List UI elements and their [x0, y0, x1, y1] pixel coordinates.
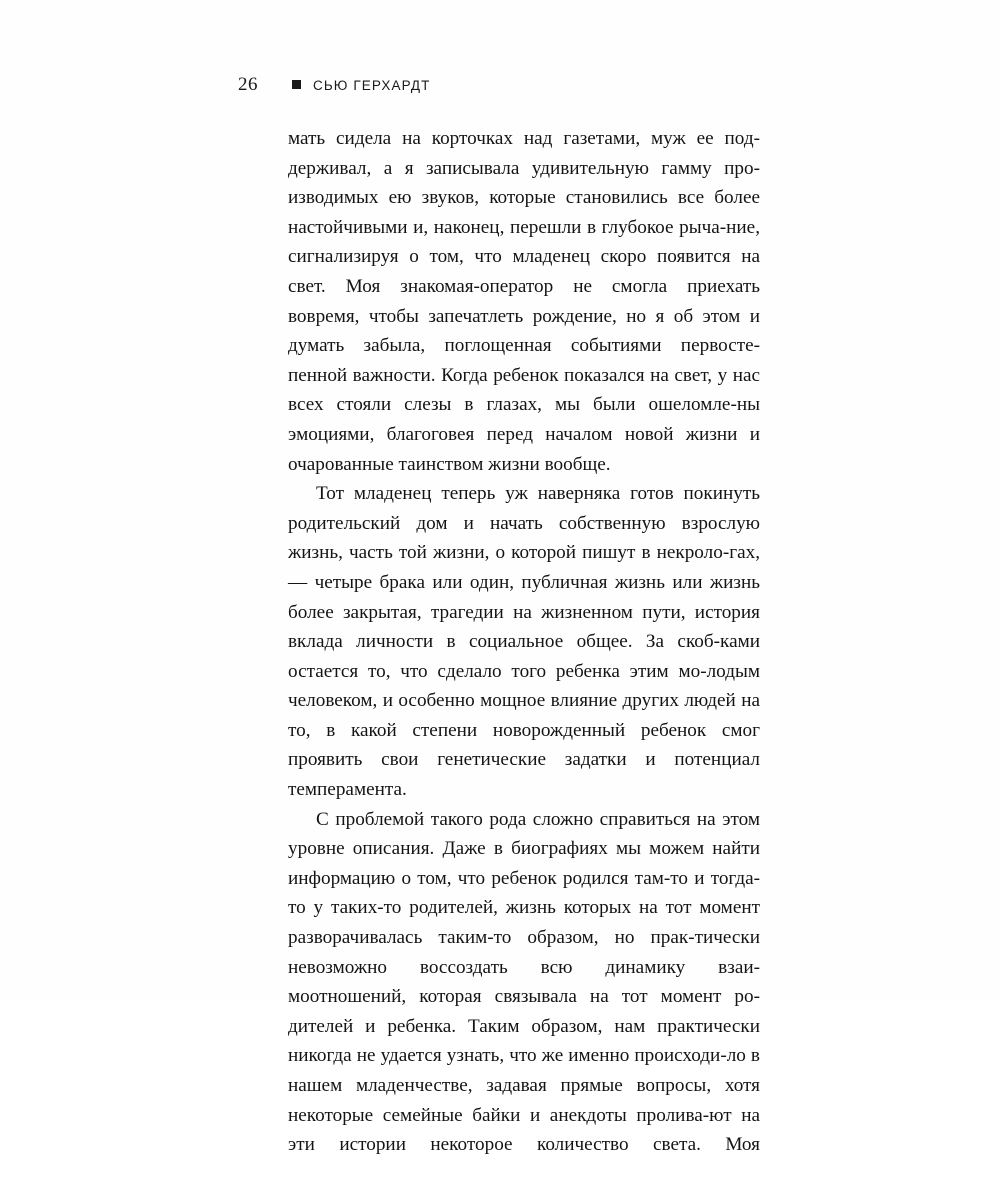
paragraph: мать сидела на корточках над газетами, муж ее под-держивал, а я записывала удивительную гамму про-изводимых ею звуков, которые становились все более настойчивыми и, наконец, перешли в глубокое рыча-ние, сигнализируя о том, что младенец скоро появится на свет. Моя знакомая-оператор не смогла приехать вовремя, чтобы запечатлеть рождение, но я об этом и думать забыла, поглощенная событиями первосте-пенной важности. Когда ребенок показался на свет, у нас всех стояли слезы в глазах, мы были ошеломле-ны эмоциями, благоговея перед началом новой жизни и очарованные таинством жизни вообще. [288, 128, 760, 475]
page-number: 26 [238, 74, 258, 95]
running-head [238, 74, 768, 96]
paragraph: Тот младенец теперь уж наверняка готов покинуть родительский дом и начать собственную взрослую жизнь, часть той жизни, о которой пишут в некроло-гах, — четыре брака или один, публичная жизнь или жизнь более закрытая, трагедии на жизненном пути, история вклада личности в социальное общее. За скоб-ками остается то, что сделало того ребенка этим мо-лодым человеком, и особенно мощное влияние других людей на то, в какой степени новорожденный ребенок смог проявить свои генетические задатки и потенциал темперамента. [288, 483, 760, 801]
body-text [288, 124, 760, 1189]
square-bullet-icon [292, 80, 301, 89]
paragraph: С проблемой такого рода сложно справиться на этом уровне описания. Даже в биографиях мы можем найти информацию о том, что ребенок родился там-то и тогда-то у таких-то родителей, жизнь которых на тот момент разворачивалась таким-то образом, но прак-тически невозможно воссоздать всю динамику взаи-моотношений, которая связывала на тот момент ро-дителей и ребенка. Таким образом, нам практически никогда не удается узнать, что же именно происходи-ло в нашем младенчестве, задавая прямые вопросы, хотя некоторые семейные байки и анекдоты пролива-ют на эти истории некоторое количество света. Моя [288, 808, 760, 1156]
running-head-author: СЬЮ ГЕРХАРДТ [313, 77, 431, 93]
